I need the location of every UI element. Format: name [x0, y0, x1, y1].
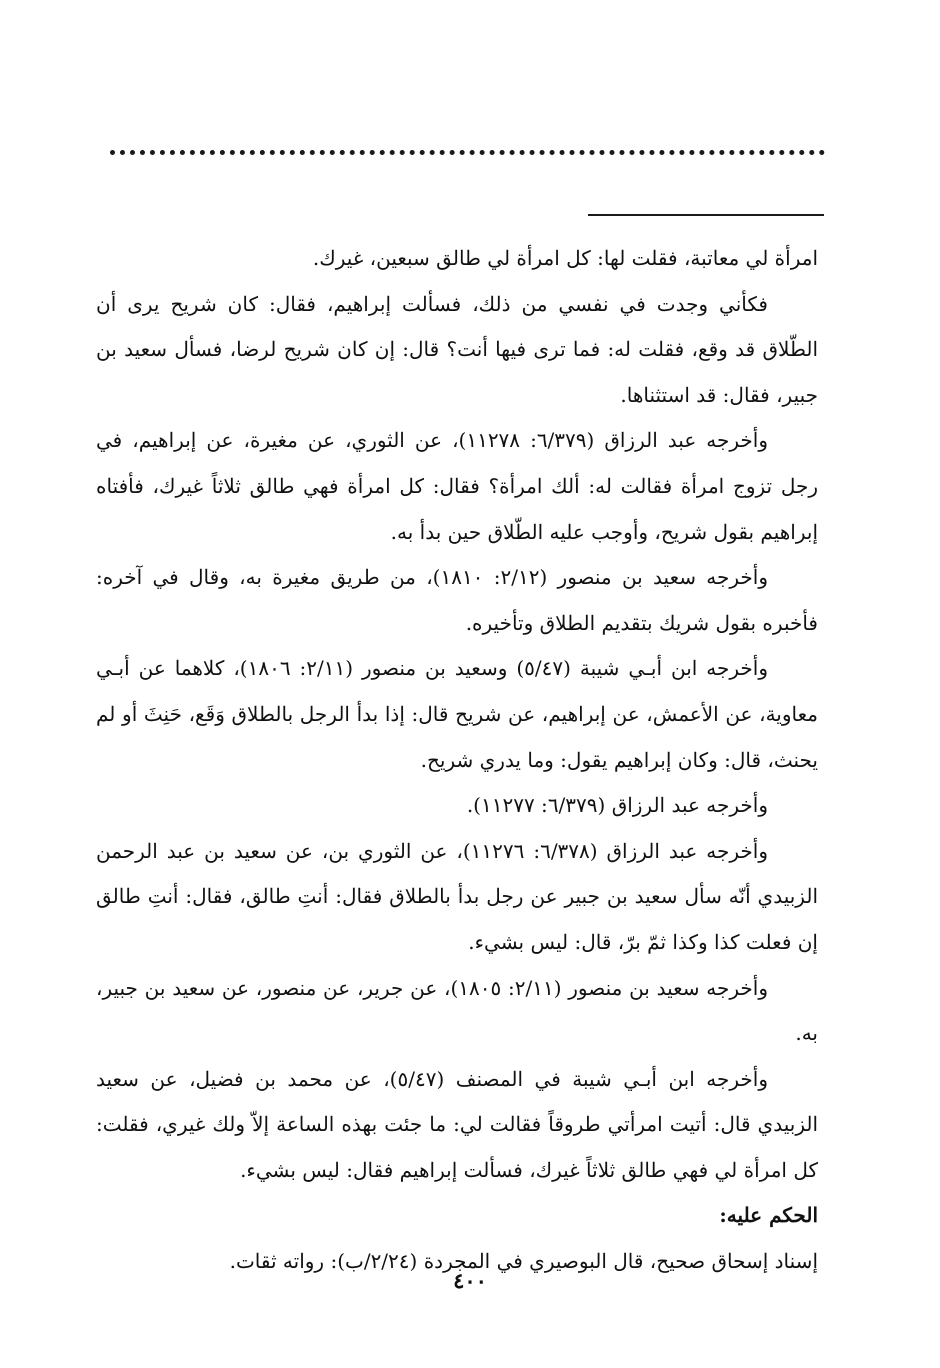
- paragraph-abdulrazzaq-11278: وأخرجه عبد الرزاق (٦/٣٧٩: ١١٢٧٨)، عن الثوري، عن مغيرة، عن إبراهيم، في رجل تزوج امرأة فقالت له: ألك امرأة؟ فقال: كل امرأة فهي طالق ثلاثاً غيرك، فأفتاه إبراهيم بقول شريح، وأوجب عليه الطّلاق حين بدأ به.: [96, 428, 818, 544]
- paragraph-isnad-verdict: إسناد إسحاق صحيح، قال البوصيري في المجردة (٢/٢٤/ب): رواته ثقات.: [229, 1249, 818, 1274]
- paragraph-said-mansur-1810: وأخرجه سعيد بن منصور (٢/١٢: ١٨١٠)، من طريق مغيرة به، وقال في آخره: فأخبره بقول شريك بتقديم الطلاق وتأخيره.: [96, 565, 818, 635]
- page-number: ٤٠٠: [453, 1268, 487, 1293]
- paragraph-ibn-abi-shayba-musannaf: وأخرجه ابن أبـي شيبة في المصنف (٥/٤٧)، عن محمد بن فضيل، عن سعيد الزبيدي قال: أتيت امرأتي طروقاً فقالت لي: ما جئت بهذه الساعة إلاّ ولك غيري، فقلت: كل امرأة لي فهي طالق ثلاثاً غيرك، فسألت إبراهيم فقال: ليس بشيء.: [96, 1066, 818, 1182]
- footnote-separator-line: [588, 214, 824, 216]
- paragraph-shurayh-ruling: فكأني وجدت في نفسي من ذلك، فسألت إبراهيم، فقال: كان شريح يرى أن الطّلاق قد وقع، فقلت له: فما ترى فيها أنت؟ قال: إن كان شريح لرضا، فسأل سعيد بن جبير، فقال: قد استثناها.: [96, 291, 818, 407]
- paragraph-abdulrazzaq-11276: وأخرجه عبد الرزاق (٦/٣٧٨: ١١٢٧٦)، عن الثوري بن، عن سعيد بن عبد الرحمن الزبيدي أنّه سأل سعيد بن جبير عن رجل بدأ بالطلاق فقال: أنتِ طالق، فقال: أنتِ طالق إن فعلت كذا وكذا ثمّ برّ، قال: ليس بشيء.: [96, 838, 818, 954]
- paragraph-ibn-abi-shayba-1806: وأخرجه ابن أبـي شيبة (٥/٤٧) وسعيد بن منصور (٢/١١: ١٨٠٦)، كلاهما عن أبـي معاوية، عن الأعمش، عن إبراهيم، عن شريح قال: إذا بدأ الرجل بالطلاق وَقَع، حَنِثَ أو لم يحنث، قال: وكان إبراهيم يقول: وما يدري شريح.: [96, 656, 818, 772]
- page-body-text: [96, 236, 818, 1285]
- continuation-paragraph: امرأة لي معاتبة، فقلت لها: كل امرأة لي طالق سبعين، غيرك.: [312, 246, 818, 270]
- section-heading-ruling: الحكم عليه:: [719, 1203, 818, 1228]
- dotted-separator: [110, 150, 825, 155]
- paragraph-said-mansur-1805: وأخرجه سعيد بن منصور (٢/١١: ١٨٠٥)، عن جرير، عن منصور، عن سعيد بن جبير، به.: [96, 975, 818, 1046]
- paragraph-abdulrazzaq-11277: وأخرجه عبد الرزاق (٦/٣٧٩: ١١٢٧٧).: [466, 793, 768, 818]
